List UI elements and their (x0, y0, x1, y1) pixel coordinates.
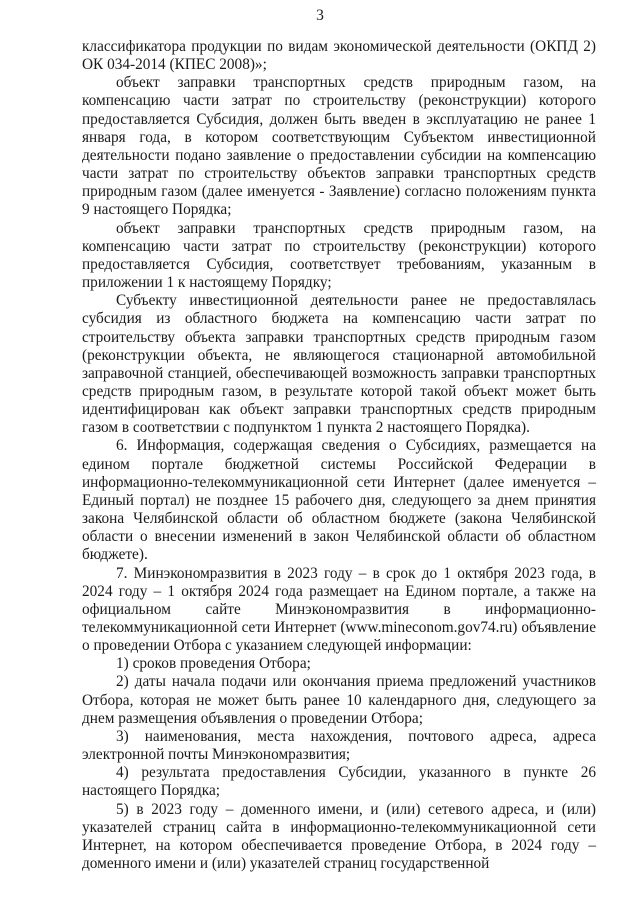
paragraph-okpd-continuation: классификатора продукции по видам экономической деятельности (ОКПД 2) ОК 034-2014 (КПЕС 2008)»; (82, 38, 596, 74)
list-item-3: 3) наименования, места нахождения, почтового адреса, адреса электронной почты Минэкономразвития; (82, 727, 596, 764)
paragraph-no-prior-subsidy: Субъекту инвестиционной деятельности ранее не предоставлялась субсидия из областного бюджета на компенсацию части затрат по строительству объекта заправки транспортных средств природным газом (реконструкции объекта, не являющегося стационарной автомобильной заправочной станцией, обеспечивающей возможность заправки транспортных средств природным газом, в результате которой такой объект может быть идентифицирован как объект заправки транспортных средств природным газом в соответствии с подпунктом 1 пункта 2 настоящего Порядка). (82, 292, 596, 437)
paragraph-commissioning-requirement: объект заправки транспортных средств природным газом, на компенсацию части затрат по строительству (реконструкции) которого предоставляется Субсидия, должен быть введен в эксплуатацию не ранее 1 января года, в котором соответствующим Субъектом инвестиционной деятельности подано заявление о предоставлении субсидии на компенсацию части затрат по строительству объектов заправки транспортных средств природным газом (далее именуется - Заявление) согласно положениям пункта 9 настоящего Порядка; (82, 74, 596, 219)
paragraph-item-6: 6. Информация, содержащая сведения о Субсидиях, размещается на едином портале бюджетной системы Российской Федерации в информационно-телекоммуникационной сети Интернет (далее именуется – Единый портал) не позднее 15 рабочего дня, следующего за днем принятия закона Челябинской области об областном бюджете (закона Челябинской области о внесении изменений в закон Челябинской области об областном бюджете). (82, 437, 596, 564)
paragraph-appendix-requirement: объект заправки транспортных средств природным газом, на компенсацию части затрат по строительству (реконструкции) которого предоставляется Субсидия, соответствует требованиям, указанным в приложении 1 к настоящему Порядку; (82, 219, 596, 292)
list-item-4: 4) результата предоставления Субсидии, указанного в пункте 26 настоящего Порядка; (82, 764, 596, 800)
document-body (82, 38, 596, 873)
list-item-5: 5) в 2023 году – доменного имени, и (или) сетевого адреса, и (или) указателей страниц сайта в информационно-телекоммуникационной сети Интернет, на котором обеспечивается проведение Отбора, в 2024 году – доменного имени и (или) указателей страниц государственной (82, 800, 596, 873)
list-item-1: 1) сроков проведения Отбора; (116, 655, 311, 673)
paragraph-item-7: 7. Минэкономразвития в 2023 году – в срок до 1 октября 2023 года, в 2024 году – 1 октября 2024 года размещает на Едином портале, а также на официальном сайте Минэкономразвития в информационно-телекоммуникационной сети Интернет (www.mineconom.gov74.ru) объявление о проведении Отбора с указанием следующей информации: (82, 564, 596, 655)
list-item-2: 2) даты начала подачи или окончания приема предложений участников Отбора, которая не может быть ранее 10 календарного дня, следующего за днем размещения объявления о проведении Отбора; (82, 673, 596, 727)
page-number: 3 (316, 7, 324, 24)
